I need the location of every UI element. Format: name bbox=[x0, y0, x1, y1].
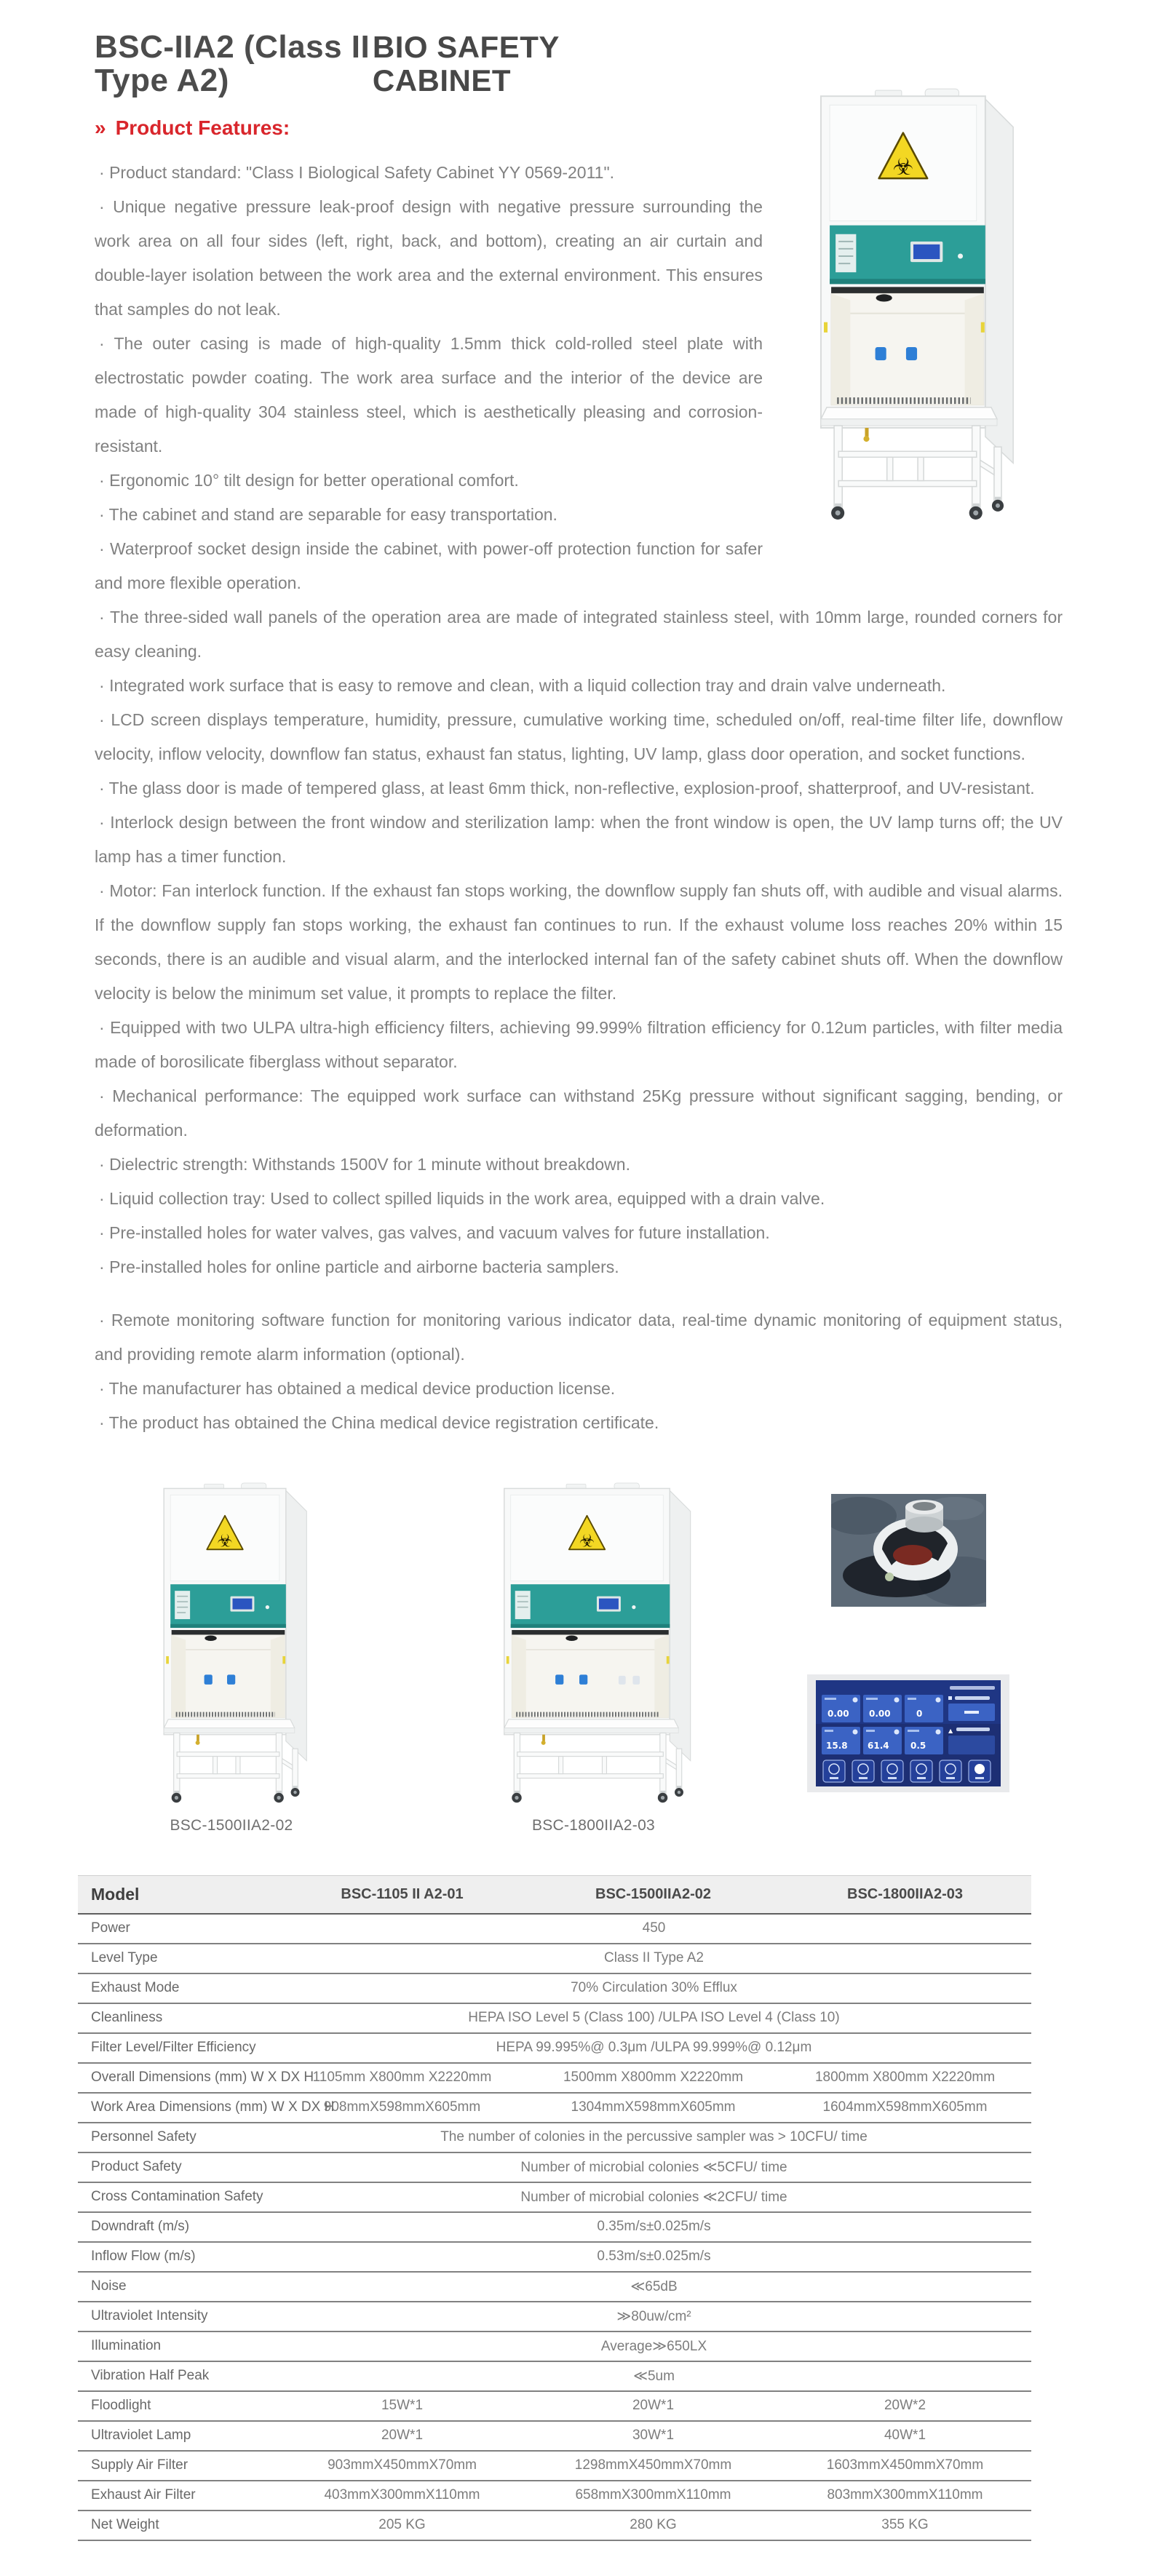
bullet-icon: · bbox=[99, 1413, 109, 1433]
features-heading-label: Product Features: bbox=[115, 116, 290, 140]
bullet-icon: · bbox=[99, 1018, 111, 1038]
bullet-icon: · bbox=[99, 1379, 109, 1399]
page-header bbox=[95, 31, 763, 98]
column-header-model-1: BSC-1105 II A2-01 bbox=[277, 1876, 528, 1914]
row-label: Overall Dimensions (mm) W X DX H bbox=[78, 2063, 277, 2093]
row-value: 355 KG bbox=[779, 2511, 1031, 2540]
row-value-merged: ≪5um bbox=[277, 2361, 1031, 2391]
row-label: Level Type bbox=[78, 1944, 277, 1973]
feature-item: · Unique negative pressure leak-proof design with negative pressure surrounding the work area on all four sides (left, right, back, and bottom), creating an air curtain and double-layer isolation between the work area and the external environment. This ensures that samples do not leak. bbox=[95, 197, 763, 319]
row-value: 903mmX450mmX70mm bbox=[277, 2451, 528, 2481]
feature-item: · The three-sided wall panels of the operation area are made of integrated stainless steel, with 10mm large, rounded corners for easy cleaning. bbox=[95, 608, 1063, 661]
table-row bbox=[78, 2272, 1031, 2302]
table-row bbox=[78, 2212, 1031, 2242]
bullet-icon: · bbox=[99, 1311, 111, 1330]
row-label: Floodlight bbox=[78, 2391, 277, 2421]
bullet-icon: · bbox=[99, 676, 110, 696]
feature-item: · Pre-installed holes for water valves, gas valves, and vacuum valves for future installation. bbox=[95, 1216, 1063, 1250]
gallery-caption-1500: BSC-1500IIA2-02 bbox=[170, 1817, 293, 1834]
row-label: Exhaust Mode bbox=[78, 1973, 277, 2003]
row-label: Net Weight bbox=[78, 2511, 277, 2540]
spec-table bbox=[78, 1875, 1031, 2541]
bullet-icon: · bbox=[99, 539, 111, 559]
table-row bbox=[78, 2093, 1031, 2123]
table-row bbox=[78, 2033, 1031, 2063]
feature-item: · The glass door is made of tempered glass, at least 6mm thick, non-reflective, explosion-proof, shatterproof, and UV-resistant. bbox=[95, 771, 1063, 806]
bullet-icon: · bbox=[99, 779, 109, 798]
feature-item: · Liquid collection tray: Used to collect spilled liquids in the work area, equipped with a drain valve. bbox=[95, 1182, 1063, 1216]
row-label: Cleanliness bbox=[78, 2003, 277, 2033]
row-value-merged: 450 bbox=[277, 1914, 1031, 1944]
row-value-merged: 70% Circulation 30% Efflux bbox=[277, 1973, 1031, 2003]
row-label: Product Safety bbox=[78, 2152, 277, 2182]
bullet-icon: · bbox=[99, 197, 114, 217]
feature-item: · LCD screen displays temperature, humidity, pressure, cumulative working time, scheduled on/off, real-time filter life, downflow velocity, inflow velocity, downflow fan status, exhaust fan status, lighting, UV lamp, glass door operation, and socket functions. bbox=[95, 710, 1063, 764]
row-value: 658mmX300mmX110mm bbox=[528, 2481, 779, 2511]
row-value: 40W*1 bbox=[779, 2421, 1031, 2451]
svg-text:▲: ▲ bbox=[948, 1728, 953, 1735]
bullet-icon: · bbox=[99, 1223, 110, 1243]
table-row bbox=[78, 2481, 1031, 2511]
row-value: 20W*2 bbox=[779, 2391, 1031, 2421]
bullet-icon: · bbox=[99, 1086, 113, 1106]
lcd-value: 61.4 bbox=[868, 1741, 889, 1752]
feature-item: · Motor: Fan interlock function. If the exhaust fan stops working, the downflow supply fan shuts off, with audible and visual alarms. If the downflow supply fan stops working, the exhaust fan continues to run. If the exhaust volume loss reaches 20% within 15 seconds, there is an audible and visual alarm, and the interlocked internal fan of the safety cabinet shuts off. When the downflow velocity is below the minimum set value, it prompts to replace the filter. bbox=[95, 881, 1063, 1003]
row-label: Cross Contamination Safety bbox=[78, 2182, 277, 2212]
bio-safety-cabinet-1500-photo bbox=[127, 1476, 336, 1803]
row-label: Personnel Safety bbox=[78, 2123, 277, 2152]
table-row bbox=[78, 1944, 1031, 1973]
row-value: 1298mmX450mmX70mm bbox=[528, 2451, 779, 2481]
lcd-value: 0 bbox=[916, 1709, 923, 1720]
column-header-model-3: BSC-1800IIA2-03 bbox=[779, 1876, 1031, 1914]
row-value-merged: ≪65dB bbox=[277, 2272, 1031, 2302]
bullet-icon: · bbox=[99, 608, 110, 627]
row-label: Work Area Dimensions (mm) W X DX H bbox=[78, 2093, 277, 2123]
feature-item: · Product standard: "Class I Biological Safety Cabinet YY 0569-2011". bbox=[95, 156, 1063, 190]
bullet-icon: · bbox=[99, 1257, 110, 1277]
row-value: 403mmX300mmX110mm bbox=[277, 2481, 528, 2511]
bullet-icon: · bbox=[99, 813, 111, 832]
table-row bbox=[78, 2242, 1031, 2272]
row-value: 1603mmX450mmX70mm bbox=[779, 2451, 1031, 2481]
column-header-model: Model bbox=[78, 1876, 277, 1914]
table-row bbox=[78, 2391, 1031, 2421]
bullet-icon: · bbox=[99, 471, 110, 490]
bullet-icon: · bbox=[99, 710, 111, 730]
feature-item: · Mechanical performance: The equipped work surface can withstand 25Kg pressure without significant sagging, bending, or deformation. bbox=[95, 1086, 1063, 1140]
double-chevron-icon: » bbox=[95, 116, 106, 140]
row-label: Exhaust Air Filter bbox=[78, 2481, 277, 2511]
row-label: Downdraft (m/s) bbox=[78, 2212, 277, 2242]
bio-safety-cabinet-illustration bbox=[795, 80, 1028, 520]
row-label: Vibration Half Peak bbox=[78, 2361, 277, 2391]
lcd-value: 0.00 bbox=[827, 1709, 849, 1720]
row-value: 15W*1 bbox=[277, 2391, 528, 2421]
gallery-caption-1800: BSC-1800IIA2-03 bbox=[531, 1817, 656, 1834]
feature-item: · Dielectric strength: Withstands 1500V for 1 minute without breakdown. bbox=[95, 1148, 1063, 1182]
bullet-icon: · bbox=[99, 881, 110, 901]
lcd-control-panel-photo bbox=[807, 1674, 1009, 1792]
row-value: 1500mm X800mm X2220mm bbox=[528, 2063, 779, 2093]
table-row bbox=[78, 2182, 1031, 2212]
doc-title: BIO SAFETY CABINET bbox=[372, 30, 560, 98]
row-value: 1105mm X800mm X2220mm bbox=[277, 2063, 528, 2093]
spec-table-header-row bbox=[78, 1876, 1031, 1914]
bio-safety-cabinet-1800-photo bbox=[459, 1476, 728, 1803]
bullet-icon: · bbox=[99, 163, 110, 183]
feature-item: · Equipped with two ULPA ultra-high efficiency filters, achieving 99.999% filtration efficiency for 0.12um particles, with filter media made of borosilicate fiberglass without separator. bbox=[95, 1018, 1063, 1072]
row-value: 20W*1 bbox=[277, 2421, 528, 2451]
row-value: 205 KG bbox=[277, 2511, 528, 2540]
feature-item: · Ergonomic 10° tilt design for better operational comfort. bbox=[95, 464, 1063, 498]
row-label: Ultraviolet Intensity bbox=[78, 2302, 277, 2331]
table-row bbox=[78, 2511, 1031, 2540]
row-value: 1304mmX598mmX605mm bbox=[528, 2093, 779, 2123]
feature-item: · The manufacturer has obtained a medical device production license. bbox=[95, 1372, 1063, 1406]
row-value: 1800mm X800mm X2220mm bbox=[779, 2063, 1031, 2093]
row-value-merged: 0.35m/s±0.025m/s bbox=[277, 2212, 1031, 2242]
page-title: BSC-IIA2 (Class II Type A2) bbox=[95, 29, 370, 99]
row-label: Noise bbox=[78, 2272, 277, 2302]
feature-item: · Interlock design between the front window and sterilization lamp: when the front window is open, the UV lamp turns off; the UV lamp has a timer function. bbox=[95, 813, 1063, 867]
row-value-merged: Average≫650LX bbox=[277, 2331, 1031, 2361]
row-label: Ultraviolet Lamp bbox=[78, 2421, 277, 2451]
row-label: Filter Level/Filter Efficiency bbox=[78, 2033, 277, 2063]
row-value-merged: 0.53m/s±0.025m/s bbox=[277, 2242, 1031, 2272]
row-value-merged: Number of microbial colonies ≪5CFU/ time bbox=[277, 2152, 1031, 2182]
caster-wheel-photo bbox=[831, 1494, 986, 1607]
spec-section bbox=[78, 1875, 1155, 2541]
table-row bbox=[78, 1973, 1031, 2003]
feature-item: · Waterproof socket design inside the cabinet, with power-off protection function for safer and more flexible operation. bbox=[95, 539, 763, 593]
lcd-value: 0.00 bbox=[869, 1709, 891, 1720]
table-row bbox=[78, 2451, 1031, 2481]
table-row bbox=[78, 1914, 1031, 1944]
features-heading bbox=[95, 116, 763, 140]
row-label: Inflow Flow (m/s) bbox=[78, 2242, 277, 2272]
bullet-icon: · bbox=[99, 334, 114, 354]
table-row bbox=[78, 2421, 1031, 2451]
row-value: 908mmX598mmX605mm bbox=[277, 2093, 528, 2123]
column-header-model-2: BSC-1500IIA2-02 bbox=[528, 1876, 779, 1914]
feature-item: · Integrated work surface that is easy to remove and clean, with a liquid collection tray and drain valve underneath. bbox=[95, 669, 1063, 703]
feature-item: · The product has obtained the China medical device registration certificate. bbox=[95, 1406, 1063, 1440]
product-gallery bbox=[0, 1476, 1155, 1849]
feature-item: · Pre-installed holes for online particle and airborne bacteria samplers. bbox=[95, 1250, 1063, 1284]
row-value-merged: Number of microbial colonies ≪2CFU/ time bbox=[277, 2182, 1031, 2212]
row-label: Power bbox=[78, 1914, 277, 1944]
row-value: 30W*1 bbox=[528, 2421, 779, 2451]
feature-item: · The cabinet and stand are separable for easy transportation. bbox=[95, 498, 1063, 532]
table-row bbox=[78, 2123, 1031, 2152]
lcd-value: 0.5 bbox=[910, 1741, 926, 1752]
row-value-merged: HEPA 99.995%@ 0.3μm /ULPA 99.999%@ 0.12μm bbox=[277, 2033, 1031, 2063]
feature-item: · Remote monitoring software function for monitoring various indicator data, real-time dynamic monitoring of equipment status, and providing remote alarm information (optional). bbox=[95, 1311, 1063, 1364]
row-value-merged: HEPA ISO Level 5 (Class 100) /ULPA ISO Level 4 (Class 10) bbox=[277, 2003, 1031, 2033]
product-photo-main bbox=[795, 31, 1028, 540]
row-value-merged: ≫80uw/cm² bbox=[277, 2302, 1031, 2331]
row-value: 1604mmX598mmX605mm bbox=[779, 2093, 1031, 2123]
table-row bbox=[78, 2152, 1031, 2182]
table-row bbox=[78, 2361, 1031, 2391]
feature-item: · The outer casing is made of high-quality 1.5mm thick cold-rolled steel plate with electrostatic powder coating. The work area surface and the interior of the device are made of high-quality 304 stainless steel, which is aesthetically pleasing and corrosion-resistant. bbox=[95, 334, 763, 456]
bullet-icon: · bbox=[99, 1189, 110, 1209]
row-value-merged: The number of colonies in the percussive sampler was > 10CFU/ time bbox=[277, 2123, 1031, 2152]
bullet-icon: · bbox=[99, 1155, 110, 1174]
table-row bbox=[78, 2331, 1031, 2361]
row-value: 20W*1 bbox=[528, 2391, 779, 2421]
lcd-value: 15.8 bbox=[826, 1741, 848, 1752]
table-row bbox=[78, 2003, 1031, 2033]
row-value: 280 KG bbox=[528, 2511, 779, 2540]
row-value: 803mmX300mmX110mm bbox=[779, 2481, 1031, 2511]
bullet-icon: · bbox=[99, 505, 109, 525]
row-label: Supply Air Filter bbox=[78, 2451, 277, 2481]
table-row bbox=[78, 2302, 1031, 2331]
table-row bbox=[78, 2063, 1031, 2093]
row-value-merged: Class II Type A2 bbox=[277, 1944, 1031, 1973]
row-label: Illumination bbox=[78, 2331, 277, 2361]
